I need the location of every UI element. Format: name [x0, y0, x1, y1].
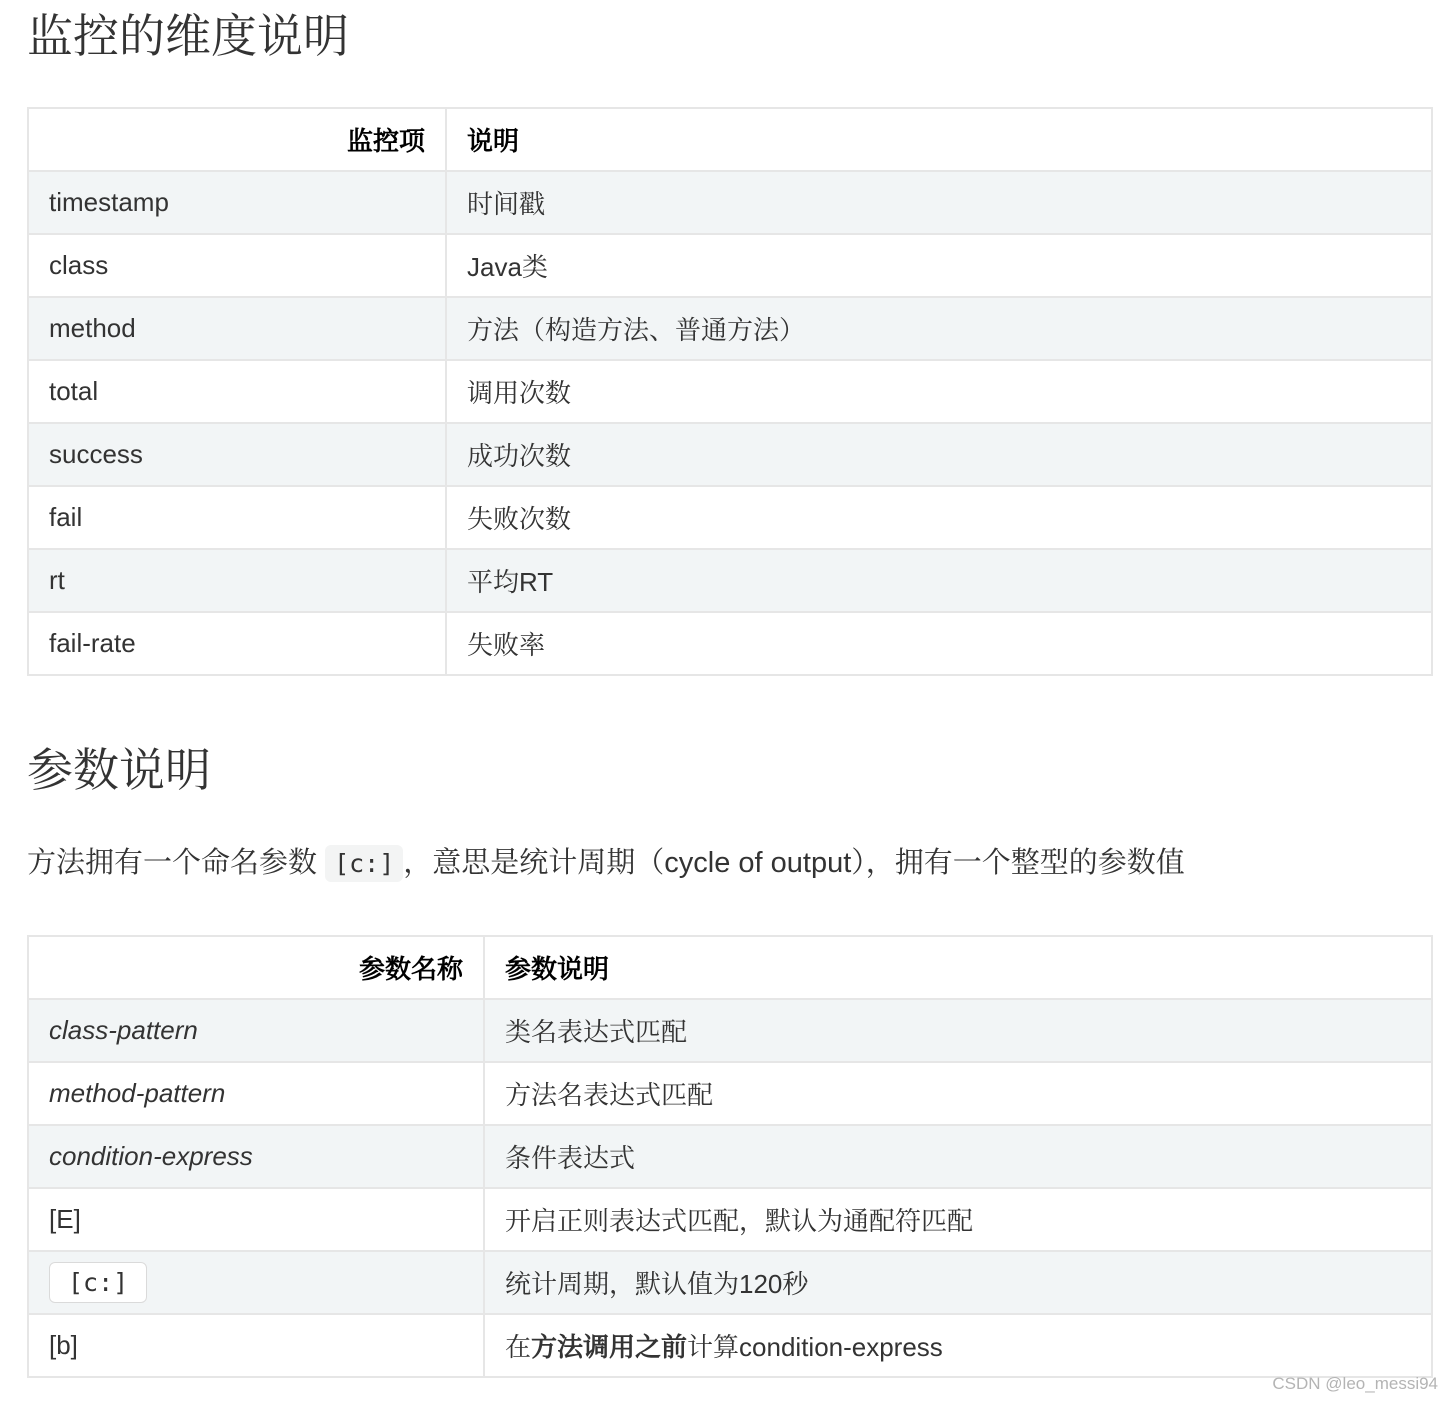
param-name-cell: condition-express — [28, 1125, 484, 1188]
param-description-cell: 方法名表达式匹配 — [484, 1062, 1432, 1125]
watermark: CSDN @leo_messi94 — [1272, 1374, 1438, 1393]
monitor-item-cell: fail — [28, 486, 446, 549]
param-name-cell — [28, 1251, 484, 1314]
param-table — [27, 935, 1433, 1378]
monitor-item-cell: rt — [28, 549, 446, 612]
param-name-cell: [E] — [28, 1188, 484, 1251]
param-intro-paragraph — [27, 838, 1185, 889]
monitor-item-cell: timestamp — [28, 171, 446, 234]
param-code-c: [c:] — [49, 1262, 147, 1303]
monitor-table — [27, 107, 1433, 676]
description-cell: 方法（构造方法、普通方法） — [446, 297, 1432, 360]
description-cell: 时间戳 — [446, 171, 1432, 234]
table-row — [28, 360, 1432, 423]
desc-prefix: 在 — [505, 1332, 532, 1362]
monitor-item-cell: fail-rate — [28, 612, 446, 675]
param-name-cell: class-pattern — [28, 999, 484, 1062]
table-header-row — [28, 936, 1432, 999]
table-row — [28, 1251, 1432, 1314]
header-param-name: 参数名称 — [28, 936, 484, 999]
table-row — [28, 297, 1432, 360]
header-param-description: 参数说明 — [484, 936, 1432, 999]
header-description: 说明 — [446, 108, 1432, 171]
table-row — [28, 1062, 1432, 1125]
monitor-item-cell: success — [28, 423, 446, 486]
intro-text-before: 方法拥有一个命名参数 — [27, 847, 326, 879]
param-description-cell: 开启正则表达式匹配，默认为通配符匹配 — [484, 1188, 1432, 1251]
table-row — [28, 423, 1432, 486]
table-row — [28, 1314, 1432, 1377]
monitor-item-cell: class — [28, 234, 446, 297]
monitor-item-cell: total — [28, 360, 446, 423]
table-row — [28, 612, 1432, 675]
inline-code-c: [c:] — [325, 845, 403, 882]
table-row — [28, 171, 1432, 234]
description-cell: 平均RT — [446, 549, 1432, 612]
table-row — [28, 486, 1432, 549]
param-section-title: 参数说明 — [27, 744, 211, 796]
table-row — [28, 999, 1432, 1062]
description-cell: 成功次数 — [446, 423, 1432, 486]
desc-bold: 方法调用之前 — [531, 1332, 688, 1362]
param-description-cell: 条件表达式 — [484, 1125, 1432, 1188]
table-row — [28, 549, 1432, 612]
description-cell: 失败率 — [446, 612, 1432, 675]
param-name-cell: method-pattern — [28, 1062, 484, 1125]
table-row — [28, 1125, 1432, 1188]
description-cell: 失败次数 — [446, 486, 1432, 549]
header-monitor-item: 监控项 — [28, 108, 446, 171]
monitor-item-cell: method — [28, 297, 446, 360]
param-name-cell: [b] — [28, 1314, 484, 1377]
param-description-cell: 统计周期，默认值为120秒 — [484, 1251, 1432, 1314]
param-description-cell: 类名表达式匹配 — [484, 999, 1432, 1062]
table-row — [28, 1188, 1432, 1251]
monitor-section-title: 监控的维度说明 — [27, 10, 349, 62]
description-cell: 调用次数 — [446, 360, 1432, 423]
desc-suffix: 计算condition-express — [687, 1332, 943, 1362]
description-cell: Java类 — [446, 234, 1432, 297]
intro-text-after: ，意思是统计周期（cycle of output），拥有一个整型的参数值 — [403, 847, 1185, 879]
table-row — [28, 234, 1432, 297]
table-header-row — [28, 108, 1432, 171]
param-description-cell — [484, 1314, 1432, 1377]
